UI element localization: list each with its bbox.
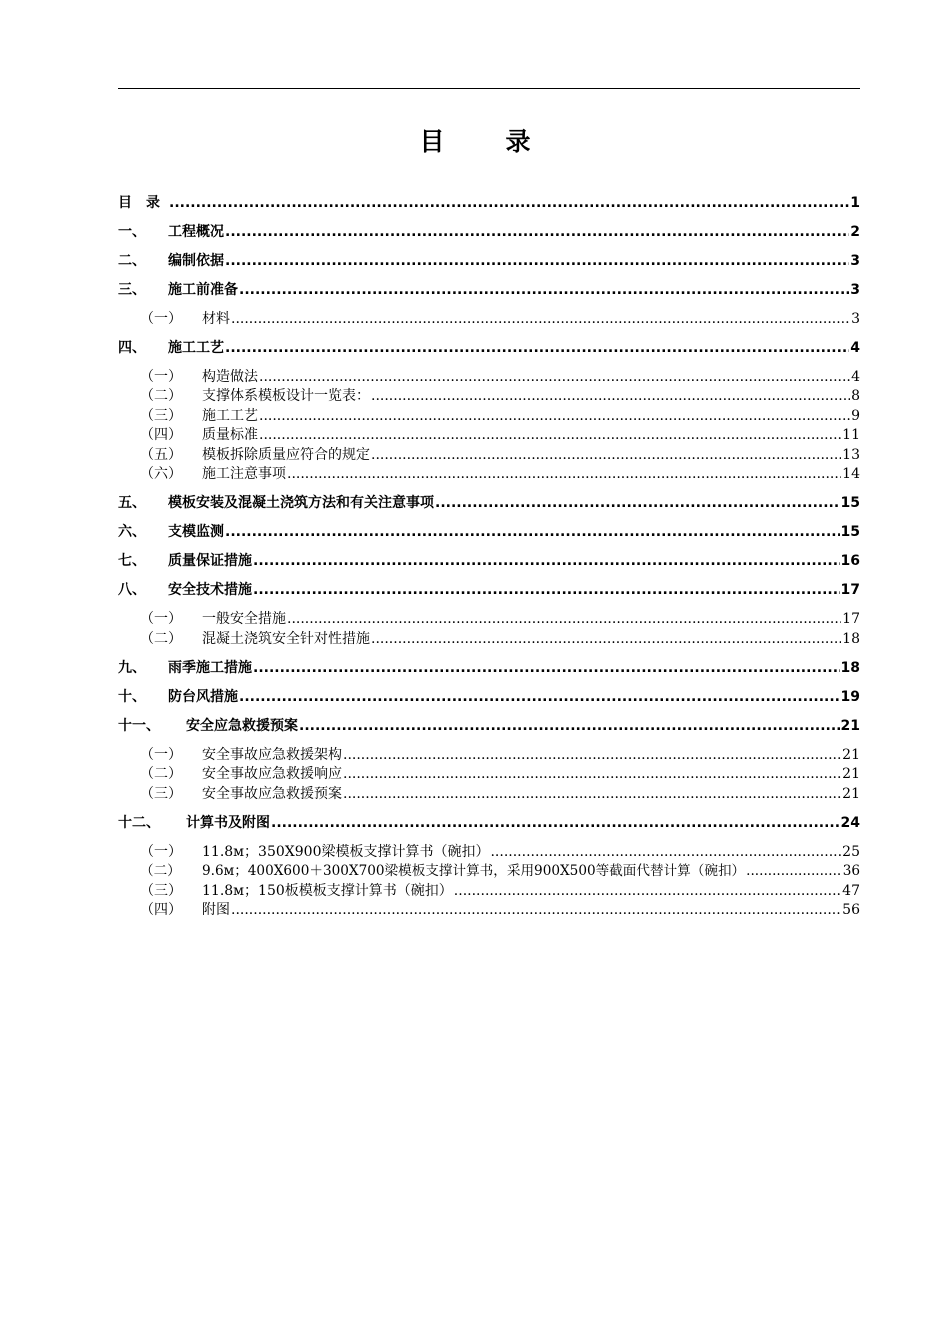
toc-entry-label: 构造做法 xyxy=(202,369,258,385)
toc-entry[interactable] xyxy=(118,551,860,571)
toc-entry-number: 十、 xyxy=(118,689,146,705)
toc-leader-dots xyxy=(253,580,840,600)
toc-subentry[interactable] xyxy=(140,425,860,445)
toc-subentry[interactable] xyxy=(140,900,860,920)
toc-entry[interactable] xyxy=(118,338,860,358)
toc-entry-page: 47 xyxy=(842,883,860,899)
toc-entry-page: 3 xyxy=(851,311,860,327)
toc-entry-label: 一般安全措施 xyxy=(202,611,286,627)
toc-entry-page: 21 xyxy=(842,747,860,763)
toc-leader-dots xyxy=(231,900,841,920)
toc-entry-number: 三、 xyxy=(118,282,146,298)
toc-entry[interactable] xyxy=(118,251,860,271)
toc-leader-dots xyxy=(371,445,841,465)
toc-subentry[interactable] xyxy=(140,861,860,881)
toc-entry-number: （一） xyxy=(140,844,182,860)
toc-entry[interactable] xyxy=(118,580,860,600)
toc-entry-page: 36 xyxy=(842,863,860,879)
toc-entry-number: （五） xyxy=(140,447,182,463)
toc-leader-dots xyxy=(343,745,841,765)
toc-entry-page: 4 xyxy=(850,340,860,356)
toc-leader-dots xyxy=(225,338,849,358)
toc-entry-page: 8 xyxy=(851,388,860,404)
toc-entry-label: 质量标准 xyxy=(202,427,258,443)
toc-entry[interactable] xyxy=(118,280,860,300)
toc-entry-page: 15 xyxy=(840,495,860,511)
toc-leader-dots xyxy=(259,367,850,387)
toc-entry-label: 安全事故应急救援响应 xyxy=(202,766,342,782)
toc-subentry[interactable] xyxy=(140,745,860,765)
toc-entry-page: 15 xyxy=(840,524,860,540)
toc-entry-page: 16 xyxy=(840,553,860,569)
toc-entry-label: 模板安装及混凝土浇筑方法和有关注意事项 xyxy=(168,495,434,511)
toc-entry[interactable] xyxy=(118,658,860,678)
toc-entry-label: 材料 xyxy=(202,311,230,327)
toc-leader-dots xyxy=(169,193,849,213)
toc-entry-page: 17 xyxy=(842,611,860,627)
toc-entry-label: 支撑体系模板设计一览表： xyxy=(202,388,370,404)
toc-entry-label: 附图 xyxy=(202,902,230,918)
toc-entry-page: 19 xyxy=(840,689,860,705)
toc-entry-page: 3 xyxy=(850,282,860,298)
toc-entry[interactable] xyxy=(118,493,860,513)
toc-entry[interactable] xyxy=(118,222,860,242)
toc-leader-dots xyxy=(287,464,841,484)
toc-leader-dots xyxy=(253,551,840,571)
toc-entry-label: 编制依据 xyxy=(168,253,224,269)
toc-entry-number: 九、 xyxy=(118,660,146,676)
toc-entry-page: 17 xyxy=(840,582,860,598)
toc-entry-number: （一） xyxy=(140,369,182,385)
toc-leader-dots xyxy=(371,386,850,406)
toc-leader-dots xyxy=(435,493,840,513)
toc-entry-page: 1 xyxy=(850,195,860,211)
toc-leader-dots xyxy=(490,842,841,862)
toc-leader-dots xyxy=(287,609,841,629)
toc-entry-label: 施工前准备 xyxy=(168,282,238,298)
toc-entry[interactable] xyxy=(118,813,860,833)
toc-entry-label: 11.8м；350X900梁模板支撑计算书（碗扣） xyxy=(202,844,490,860)
toc-entry-label: 安全事故应急救援架构 xyxy=(202,747,342,763)
toc-entry-number: 四、 xyxy=(118,340,146,356)
toc-leader-dots xyxy=(225,522,840,542)
toc-entry-label: 计算书及附图 xyxy=(186,815,270,831)
toc-entry[interactable] xyxy=(118,193,860,213)
toc-entry-label: 施工注意事项 xyxy=(202,466,286,482)
toc-leader-dots xyxy=(259,406,850,426)
toc-entry-number: （一） xyxy=(140,747,182,763)
toc-entry-page: 14 xyxy=(842,466,860,482)
toc-leader-dots xyxy=(239,280,849,300)
toc-subentry[interactable] xyxy=(140,609,860,629)
toc-subentry[interactable] xyxy=(140,881,860,901)
toc-entry-number: 十一、 xyxy=(118,718,160,734)
toc-entry[interactable] xyxy=(118,687,860,707)
toc-subentry[interactable] xyxy=(140,784,860,804)
toc-subentry[interactable] xyxy=(140,464,860,484)
toc-entry-label: 支模监测 xyxy=(168,524,224,540)
toc-leader-dots xyxy=(253,658,840,678)
toc-entry-number: （一） xyxy=(140,611,182,627)
toc-subentry[interactable] xyxy=(140,445,860,465)
toc-entry-page: 3 xyxy=(850,253,860,269)
toc-entry-page: 21 xyxy=(842,786,860,802)
toc-entry-number: 五、 xyxy=(118,495,146,511)
toc-entry-label: 安全技术措施 xyxy=(168,582,252,598)
toc-entry-number: 一、 xyxy=(118,224,146,240)
toc-entry-label: 施工工艺 xyxy=(168,340,224,356)
toc-entry-number: （一） xyxy=(140,311,182,327)
toc-entry-page: 11 xyxy=(842,427,860,443)
toc-entry-number: 二、 xyxy=(118,253,146,269)
toc-subentry[interactable] xyxy=(140,367,860,387)
toc-entry-label: 安全应急救援预案 xyxy=(186,718,298,734)
page-title: 目 录 xyxy=(419,127,549,156)
toc-entry-label: 防台风措施 xyxy=(168,689,238,705)
toc-entry-page: 13 xyxy=(842,447,860,463)
toc-entry-page: 24 xyxy=(840,815,860,831)
toc-entry-number: 六、 xyxy=(118,524,146,540)
toc-leader-dots xyxy=(299,716,840,736)
toc-entry-number: 七、 xyxy=(118,553,146,569)
toc-leader-dots xyxy=(259,425,841,445)
toc-leader-dots xyxy=(454,881,841,901)
toc-subentry[interactable] xyxy=(140,309,860,329)
toc-entry-number: （三） xyxy=(140,786,182,802)
toc-leader-dots xyxy=(343,784,841,804)
toc-entry-page: 9 xyxy=(851,408,860,424)
toc-entry-number: （六） xyxy=(140,466,182,482)
toc-entry-page: 4 xyxy=(851,369,860,385)
toc-entry-label: 11.8м；150板模板支撑计算书（碗扣） xyxy=(202,883,453,899)
toc-entry-number: （二） xyxy=(140,766,182,782)
toc-entry-label: 施工工艺 xyxy=(202,408,258,424)
toc-entry-number: （三） xyxy=(140,883,182,899)
toc-subentry[interactable] xyxy=(140,406,860,426)
toc-leader-dots xyxy=(371,629,841,649)
toc-entry[interactable] xyxy=(118,716,860,736)
toc-entry-page: 18 xyxy=(840,660,860,676)
toc-entry-number: （二） xyxy=(140,388,182,404)
toc-entry-label: 安全事故应急救援预案 xyxy=(202,786,342,802)
toc-leader-dots xyxy=(343,764,841,784)
toc-entry-page: 21 xyxy=(840,718,860,734)
toc-entry-page: 2 xyxy=(850,224,860,240)
toc-leader-dots xyxy=(239,687,840,707)
toc-entry-number: 十二、 xyxy=(118,815,160,831)
toc-subentry[interactable] xyxy=(140,764,860,784)
toc-entry[interactable] xyxy=(118,522,860,542)
toc-leader-dots xyxy=(746,861,842,881)
header-rule xyxy=(118,88,860,89)
toc-entry-label: 9.6м；400X600＋300X700梁模板支撑计算书，采用900X500等截面代替计算（碗扣） xyxy=(202,863,746,879)
toc-entry-number: （三） xyxy=(140,408,182,424)
toc-subentry[interactable] xyxy=(140,842,860,862)
toc-subentry[interactable] xyxy=(140,386,860,406)
toc-entry-number: （二） xyxy=(140,863,181,879)
toc-entry-label: 混凝土浇筑安全针对性措施 xyxy=(202,631,370,647)
toc-entry-page: 21 xyxy=(842,766,860,782)
toc-subentry[interactable] xyxy=(140,629,860,649)
toc-entry-number: （二） xyxy=(140,631,182,647)
toc-entry-number: （四） xyxy=(140,427,182,443)
toc-leader-dots xyxy=(225,222,849,242)
toc-entry-page: 56 xyxy=(842,902,860,918)
toc-entry-label: 质量保证措施 xyxy=(168,553,252,569)
toc-leader-dots xyxy=(231,309,850,329)
toc-entry-number: 八、 xyxy=(118,582,146,598)
toc-entry-number: 目 录 xyxy=(118,195,160,211)
toc-entry-label: 雨季施工措施 xyxy=(168,660,252,676)
toc-entry-number: （四） xyxy=(140,902,182,918)
toc-entry-page: 18 xyxy=(842,631,860,647)
toc-leader-dots xyxy=(271,813,840,833)
toc-entry-label: 工程概况 xyxy=(168,224,224,240)
toc-entry-label: 模板拆除质量应符合的规定 xyxy=(202,447,370,463)
toc-leader-dots xyxy=(225,251,849,271)
toc-entry-page: 25 xyxy=(842,844,860,860)
